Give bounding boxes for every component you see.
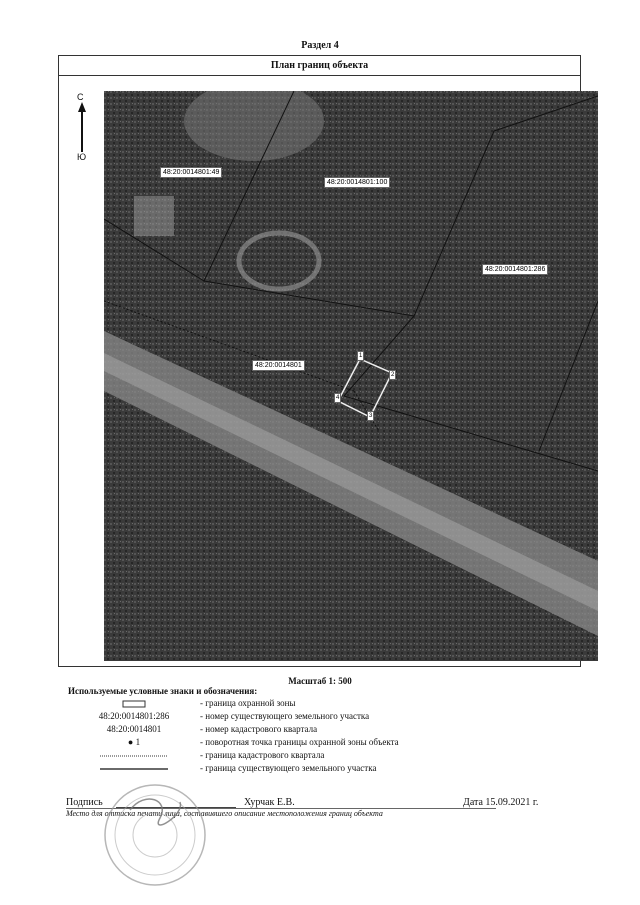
north-label: С <box>77 92 84 102</box>
legend-desc: - номер существующего земельного участка <box>200 711 370 721</box>
north-arrow <box>74 92 90 172</box>
legend-symbol: 48:20:0014801 <box>106 724 162 734</box>
legend-symbol <box>68 737 200 749</box>
legend-row <box>68 750 588 762</box>
legend-row <box>68 698 588 710</box>
signer-name: Хурчак Е.В. <box>244 797 295 808</box>
south-label: Ю <box>77 152 87 162</box>
legend-title: Используемые условные знаки и обозначения: <box>68 686 258 696</box>
section-title: Раздел 4 <box>301 40 339 51</box>
legend-desc: - поворотная точка границы охранной зоны объекта <box>200 737 399 747</box>
scale-text: Масштаб 1: 500 <box>288 676 352 686</box>
legend-row <box>68 724 588 736</box>
point-label: 2 <box>391 372 395 378</box>
point-dot-icon: ● <box>127 737 134 747</box>
plan-title: План границ объекта <box>58 55 581 76</box>
legend-desc: - номер кадастрового квартала <box>200 724 318 734</box>
legend-row <box>68 711 588 723</box>
parcel-label: 48:20:0014801:100 <box>324 177 390 188</box>
signature-date: Дата 15.09.2021 г. <box>463 797 539 808</box>
signature-label: Подпись <box>66 797 103 808</box>
stamp-seal-icon <box>100 780 210 890</box>
parcel-label: 48:20:0014801:286 <box>482 264 548 275</box>
protection-zone-swatch-icon <box>68 698 200 710</box>
legend-row <box>68 737 588 749</box>
aerial-map <box>104 91 598 661</box>
point-label: 3 <box>369 413 373 419</box>
legend-desc: - граница охранной зоны <box>200 698 296 708</box>
north-arrow-icon <box>74 102 90 154</box>
parcel-label: 48:20:0014801:49 <box>160 167 222 178</box>
legend-row <box>68 763 588 775</box>
quarter-label: 48:20:0014801 <box>252 360 305 371</box>
legend-symbol: 48:20:0014801:286 <box>98 711 170 721</box>
point-label: 4 <box>336 395 340 401</box>
point-number: 1 <box>135 737 141 747</box>
legend-desc: - граница кадастрового квартала <box>200 750 325 760</box>
legend-desc: - граница существующего земельного участка <box>200 763 377 773</box>
stamp-place-note: Место для оттиска печати лица, составившего описание местоположения границ объекта <box>66 808 496 818</box>
dotted-line-icon <box>68 750 200 762</box>
point-label: 1 <box>359 353 363 359</box>
solid-line-icon <box>68 763 200 775</box>
